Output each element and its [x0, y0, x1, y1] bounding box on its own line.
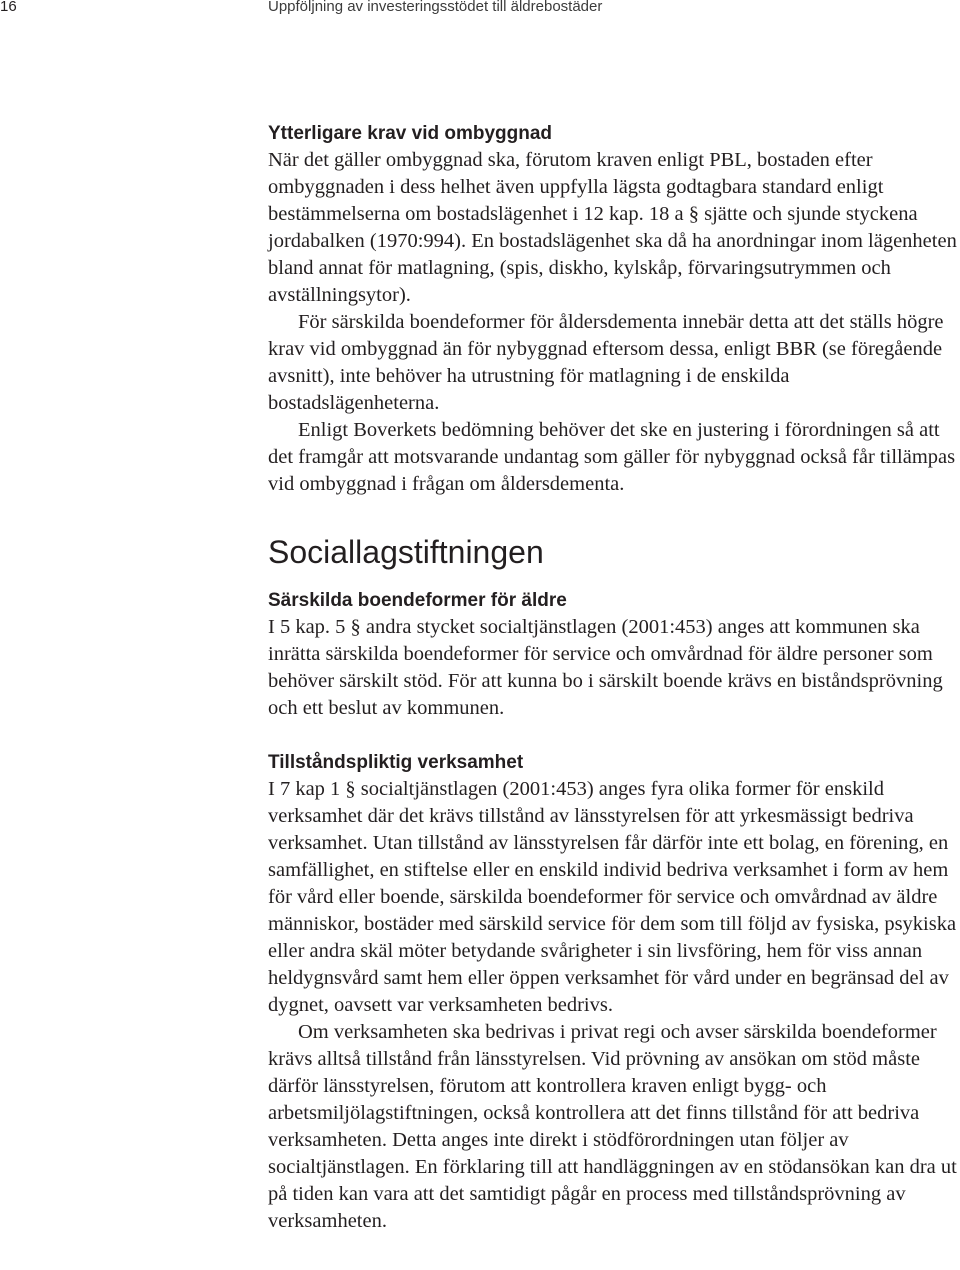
heading-sociallagstiftningen: Sociallagstiftningen [268, 534, 544, 570]
paragraph-tillstand-2: Om verksamheten ska bedrivas i privat regi och avser särskilda boendeformer krävs alltså tillstånd från länsstyrelsen. Vid prövning av ansökan om stöd måste därför länsstyrelsen, förutom att kontrollera kraven enligt bygg- och arbetsmiljölagstiftningen, också kontrollera att det finns tillstånd för att bedriva verksamheten. Detta anges inte direkt i stödförordningen utan följer av socialtjänstlagen. En förklaring till att handläggningen av en stödansökan kan dra ut på tiden kan vara att det samtidigt pågår en process med tillståndsprövning av verksamheten. [268, 1021, 957, 1232]
section-tillstandspliktig [268, 750, 960, 1235]
heading-sarskilda-boendeformer: Särskilda boendeformer för äldre [268, 590, 567, 611]
heading-ytterligare-krav: Ytterligare krav vid ombyggnad [268, 123, 553, 144]
running-title: Uppföljning av investeringsstödet till äldrebostäder [268, 0, 603, 15]
page-number: 16 [0, 0, 17, 15]
section-ombyggnad [268, 121, 960, 498]
paragraph-boendeformer-1: I 5 kap. 5 § andra stycket socialtjänstlagen (2001:453) anges att kommunen ska inrätta särskilda boendeformer för service och omvårdnad för äldre personer som behöver särskilt stöd. För att kunna bo i särskilt boende krävs en biståndsprövning och ett beslut av kommunen. [268, 616, 943, 719]
heading-tillstandspliktig-verksamhet: Tillståndspliktig verksamhet [268, 752, 524, 773]
paragraph-ombyggnad-2: För särskilda boendeformer för åldersdementa innebär detta att det ställs högre krav vid ombyggnad än för nybyggnad eftersom dessa, enligt BBR (se föregående avsnitt), inte behöver ha utrustning för matlagning i de enskilda bostadslägenheterna. [268, 311, 944, 414]
document-body [268, 121, 960, 1235]
page-header [0, 0, 960, 20]
section-boendeformer [268, 588, 960, 722]
paragraph-ombyggnad-1: När det gäller ombyggnad ska, förutom kraven enligt PBL, bostaden efter ombyggnaden i dess helhet även uppfylla lägsta godtagbara standard enligt bestämmelserna om bostadslägenhet i 12 kap. 18 a § sjätte och sjunde styckena jordabalken (1970:994). En bostadslägenhet ska då ha anordningar inom lägenheten bland annat för matlagning, (spis, diskho, kylskåp, förvaringsutrymmen och avställningsytor). [268, 149, 957, 306]
paragraph-ombyggnad-3: Enligt Boverkets bedömning behöver det ske en justering i förordningen så att det framgår att motsvarande undantag som gäller för nybyggnad också får tillämpas vid ombyggnad i frågan om åldersdementa. [268, 419, 956, 495]
paragraph-tillstand-1: I 7 kap 1 § socialtjänstlagen (2001:453) anges fyra olika former för enskild verksamhet där det krävs tillstånd av länsstyrelsen för att yrkesmässigt bedriva verksamhet. Utan tillstånd av länsstyrelsen får därför inte ett bolag, en förening, en samfällighet, en stiftelse eller en enskild individ bedriva verksamhet i form av hem för vård eller boende, särskilda boendeformer för service och omvårdnad av äldre människor, bostäder med särskild service för dem som till följd av fysiska, psykiska eller andra skäl möter betydande svårigheter i sin livsföring, hem för viss annan heldygnsvård samt hem eller öppen verksamhet för vård under en begränsad del av dygnet, oavsett var verksamheten bedrivs. [268, 778, 957, 1016]
